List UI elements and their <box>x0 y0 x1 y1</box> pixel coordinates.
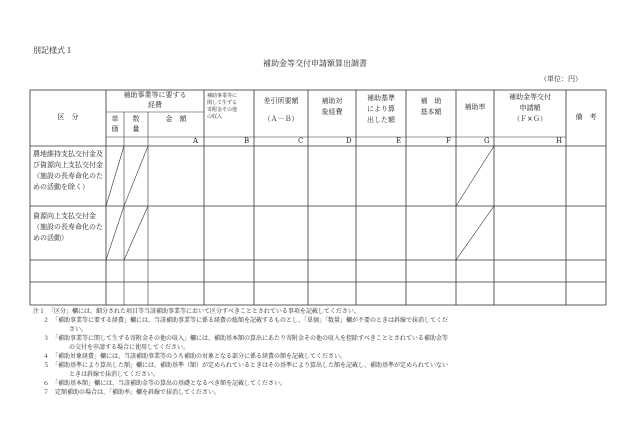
header-kifu-4: の収入 <box>207 114 223 120</box>
header-taisho-1: 補助対 <box>321 97 343 105</box>
header-expense-group-2: 経費 <box>148 101 162 109</box>
header-kijun-3: 出した額 <box>367 116 395 124</box>
header-expense-group: 補助事業等に要する <box>123 91 187 99</box>
note-5: ５ 「補助基準により算出した額」欄には、補助基準（額）が定められているときはその基準により算出した額を記載し、補助基準が定められていない <box>43 362 449 369</box>
col-letter-a: A <box>193 137 199 145</box>
header-ritsu: 補助率 <box>464 103 486 111</box>
header-kihon-2: 基本額 <box>420 108 442 116</box>
note-6: ６ 「補助基本額」欄には、当該補助金等の算出の基礎となるべき額を記載してください。 <box>43 380 287 387</box>
strike-diagonal <box>124 146 148 206</box>
header-tanka-1: 単 <box>111 115 119 123</box>
row-label: 農地維持支払交付金及び資源向上支払交付金（施設の長寿命化のための活動を除く） <box>33 150 103 191</box>
col-letter-h: H <box>556 137 563 145</box>
strike-diagonal <box>124 206 148 260</box>
header-kubun: 区 分 <box>57 113 79 121</box>
header-kijun-1: 補助基準 <box>367 94 395 102</box>
strike-diagonal <box>106 146 124 206</box>
col-letter-d: D <box>346 137 352 145</box>
note-2: ２ 「補助事業等に要する経費」欄には、当該補助事業等に係る経費の総額を記載するものとし、「単価」「数量」欄が不要のときは斜線で抹消してくだ <box>43 317 449 324</box>
header-kifu-1: 補助事業等に <box>207 93 238 99</box>
document-title: 補助金等交付申請額算出調書 <box>263 59 367 68</box>
header-suryo-2: 量 <box>132 125 140 133</box>
strike-diagonal <box>456 206 494 260</box>
header-kifu-2: 関して生ずる <box>207 100 238 106</box>
header-kihon-1: 補 助 <box>420 97 442 105</box>
note-3: ３ 「補助事業等に関して生ずる寄附金その他の収入」欄には、補助基本額の算出にあたり寄附金その他の収入を控除すべきこととされている補助金等 <box>43 335 448 342</box>
col-letter-g: G <box>484 137 490 145</box>
header-shinsei-2: 申請額 <box>519 104 541 112</box>
col-letter-e: E <box>396 137 402 145</box>
header-kifu-3: 寄附金その他 <box>207 107 238 113</box>
header-shinsei-3: （Ｆ×Ｇ） <box>513 115 547 123</box>
note-2-cont: さい。 <box>69 326 88 333</box>
unit-label: （単位：円） <box>540 75 582 83</box>
header-tanka-2: 価 <box>111 125 119 133</box>
header-sashihiki-2: （Ａ－Ｂ） <box>263 115 299 123</box>
header-sashihiki-1: 差引所要額 <box>263 97 299 105</box>
note-3-cont: の交付を申請する場合に使用してください。 <box>69 344 190 351</box>
header-shinsei-1: 補助金等交付 <box>509 93 551 101</box>
col-letter-c: C <box>298 137 304 145</box>
col-letter-f: F <box>446 137 451 145</box>
note-1: 注１ 「区分」欄には、細分された項目等当該補助事業等において区分すべきこととされている事項を記載してください。 <box>33 308 360 315</box>
header-kingaku: 金 額 <box>165 115 187 123</box>
header-kijun-2: により算 <box>367 105 395 113</box>
row-label: 資源向上支払交付金（施設の長寿命化のための活動） <box>33 212 103 242</box>
strike-diagonal <box>106 206 124 260</box>
note-4: ４ 「補助対象経費」欄には、当該補助事業等のうち補助の対象となる部分に係る経費の額を記載してください。 <box>43 353 347 360</box>
note-7: ７ 定額補助の場合は、「補助率」欄を斜線で抹消してください。 <box>43 389 221 396</box>
strike-diagonal <box>456 146 494 206</box>
col-letter-b: B <box>244 137 250 145</box>
header-suryo-1: 数 <box>132 115 140 123</box>
header-taisho-2: 象経費 <box>321 108 343 116</box>
form-number: 別記様式１ <box>33 46 73 55</box>
note-5-cont: ときは斜線で抹消してください。 <box>69 371 160 378</box>
header-biko: 備 考 <box>575 113 597 121</box>
